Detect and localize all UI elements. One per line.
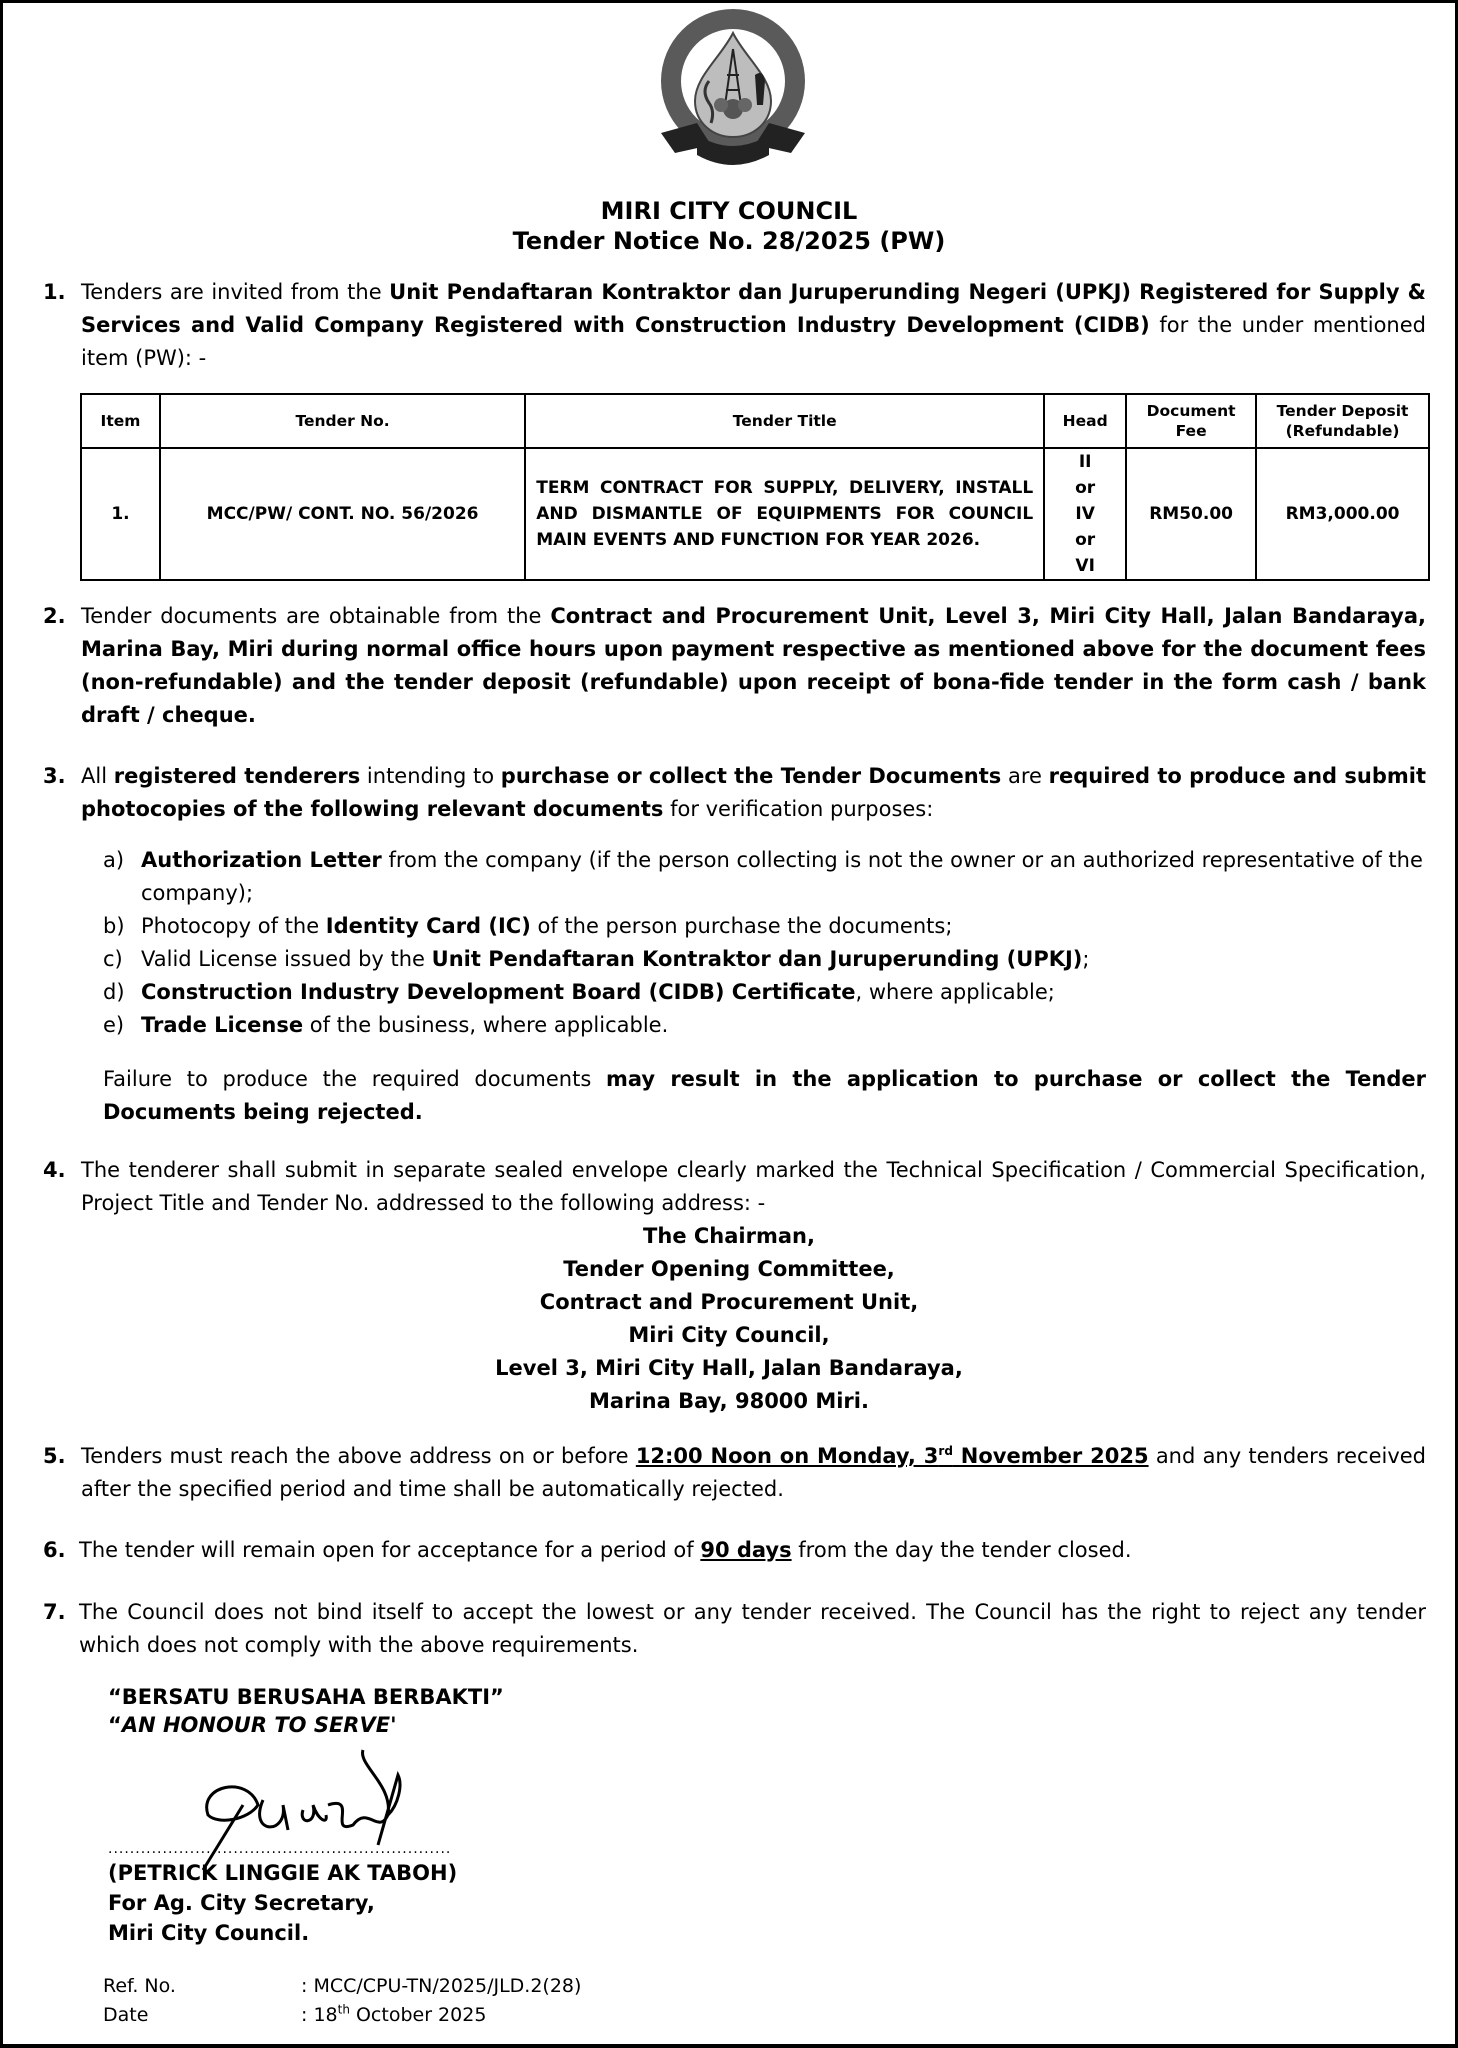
reference-number: Ref. No. : MCC/CPU-TN/2025/JLD.2(28) [103,1975,582,1997]
address-line: Contract and Procurement Unit, [539,1290,919,1314]
paragraph-number: 6. [43,1538,66,1562]
failure-note: Failure to produce the required documents may result in the application to purchase or collect the Tender Documents being rejected. [103,1067,1427,1124]
item-cell: 1. [81,448,160,580]
paragraph-2: 2. Tender documents are obtainable from the Contract and Procurement Unit, Level 3, Miri City Hall, Jalan Bandaraya, Marina Bay, Miri during normal office hours upon payment respective as mentioned above for the document fees (non-refundable) and the tender deposit (refundable) upon receipt of bona-fide tender in the form cash / bank draft / cheque. [81,600,1426,732]
closing-deadline: 12:00 Noon on Monday, 3rd November 2025 [635,1444,1149,1468]
column-header-tender-deposit: Tender Deposit (Refundable) [1256,394,1429,448]
list-item: a) Authorization Letter from the company (if the person collecting is not the owner or an authorized representative of the company); [103,848,1423,905]
required-documents-list [103,844,1426,1042]
head-cell: II or IV or VI [1044,448,1126,580]
tender-no-cell: MCC/PW/ CONT. NO. 56/2026 [160,448,525,580]
signatory-name: (PETRICK LINGGIE AK TABOH) [108,1861,458,1885]
tender-deposit-cell: RM3,000.00 [1256,448,1429,580]
column-header-tender-title: Tender Title [525,394,1044,448]
paragraph-4: 4. The tenderer shall submit in separate sealed envelope clearly marked the Technical Specification / Commercial Specification, Project Title and Tender No. addressed to the following address: - [81,1154,1426,1220]
document-fee-cell: RM50.00 [1126,448,1256,580]
organization-name: MIRI CITY COUNCIL [600,197,858,225]
table-header-row [81,394,1429,448]
address-line: Level 3, Miri City Hall, Jalan Bandaraya, [495,1356,963,1380]
column-header-document-fee: Document Fee [1126,394,1256,448]
paragraph-1: 1. Tenders are invited from the Unit Pendaftaran Kontraktor dan Juruperunding Negeri (UPKJ) Registered for Supply & Services and Valid Company Registered with Construction Industry Development (CIDB) for the under mentioned item (PW): - [81,276,1426,375]
paragraph-6: 6. The tender will remain open for acceptance for a period of 90 days from the day the tender closed. [79,1534,1424,1567]
paragraph-number: 2. [43,604,66,628]
column-header-head: Head [1044,394,1126,448]
motto-malay: “BERSATU BERUSAHA BERBAKTI” [108,1685,504,1709]
motto-english: “AN HONOUR TO SERVE' [108,1713,397,1737]
paragraph-5: 5. Tenders must reach the above address on or before 12:00 Noon on Monday, 3rd November 2025 and any tenders received after the specified period and time shall be automatically rejected. [81,1440,1426,1506]
paragraph-3: 3. All registered tenderers intending to purchase or collect the Tender Documents are required to produce and submit photocopies of the following relevant documents for verification purposes: [81,760,1426,826]
list-item: c) Valid License issued by the Unit Pendaftaran Kontraktor dan Juruperunding (UPKJ); [103,947,1090,971]
address-line: Tender Opening Committee, [563,1257,895,1281]
address-line: Miri City Council, [628,1323,830,1347]
tender-notice-page [3,3,1455,2044]
validity-period: 90 days [700,1538,792,1562]
paragraph-number: 7. [43,1600,66,1624]
tender-title-cell: TERM CONTRACT FOR SUPPLY, DELIVERY, INSTALL AND DISMANTLE OF EQUIPMENTS FOR COUNCIL MAIN EVENTS AND FUNCTION FOR YEAR 2026. [525,448,1044,580]
signatory-organization: Miri City Council. [108,1921,310,1945]
notice-date: Date : 18th October 2025 [103,2002,487,2026]
paragraph-7: 7. The Council does not bind itself to accept the lowest or any tender received. The Council has the right to reject any tender which does not comply with the above requirements. [79,1596,1426,1662]
column-header-item: Item [81,394,160,448]
list-item: d) Construction Industry Development Board (CIDB) Certificate, where applicable; [103,980,1055,1004]
list-item: b) Photocopy of the Identity Card (IC) of the person purchase the documents; [103,914,953,938]
signature-line: ............................................................... [108,1841,452,1857]
tender-notice-number: Tender Notice No. 28/2025 (PW) [512,227,946,255]
paragraph-number: 4. [43,1158,66,1182]
column-header-tender-no: Tender No. [160,394,525,448]
list-item: e) Trade License of the business, where applicable. [103,1013,669,1037]
signatory-role: For Ag. City Secretary, [108,1891,375,1915]
tender-table [80,393,1430,581]
address-line: The Chairman, [643,1224,815,1248]
paragraph-number: 3. [43,764,66,788]
paragraph-number: 5. [43,1444,66,1468]
address-line: Marina Bay, 98000 Miri. [589,1389,869,1413]
table-row [81,448,1429,580]
paragraph-number: 1. [43,280,66,304]
miri-city-council-crest-icon [651,5,815,175]
